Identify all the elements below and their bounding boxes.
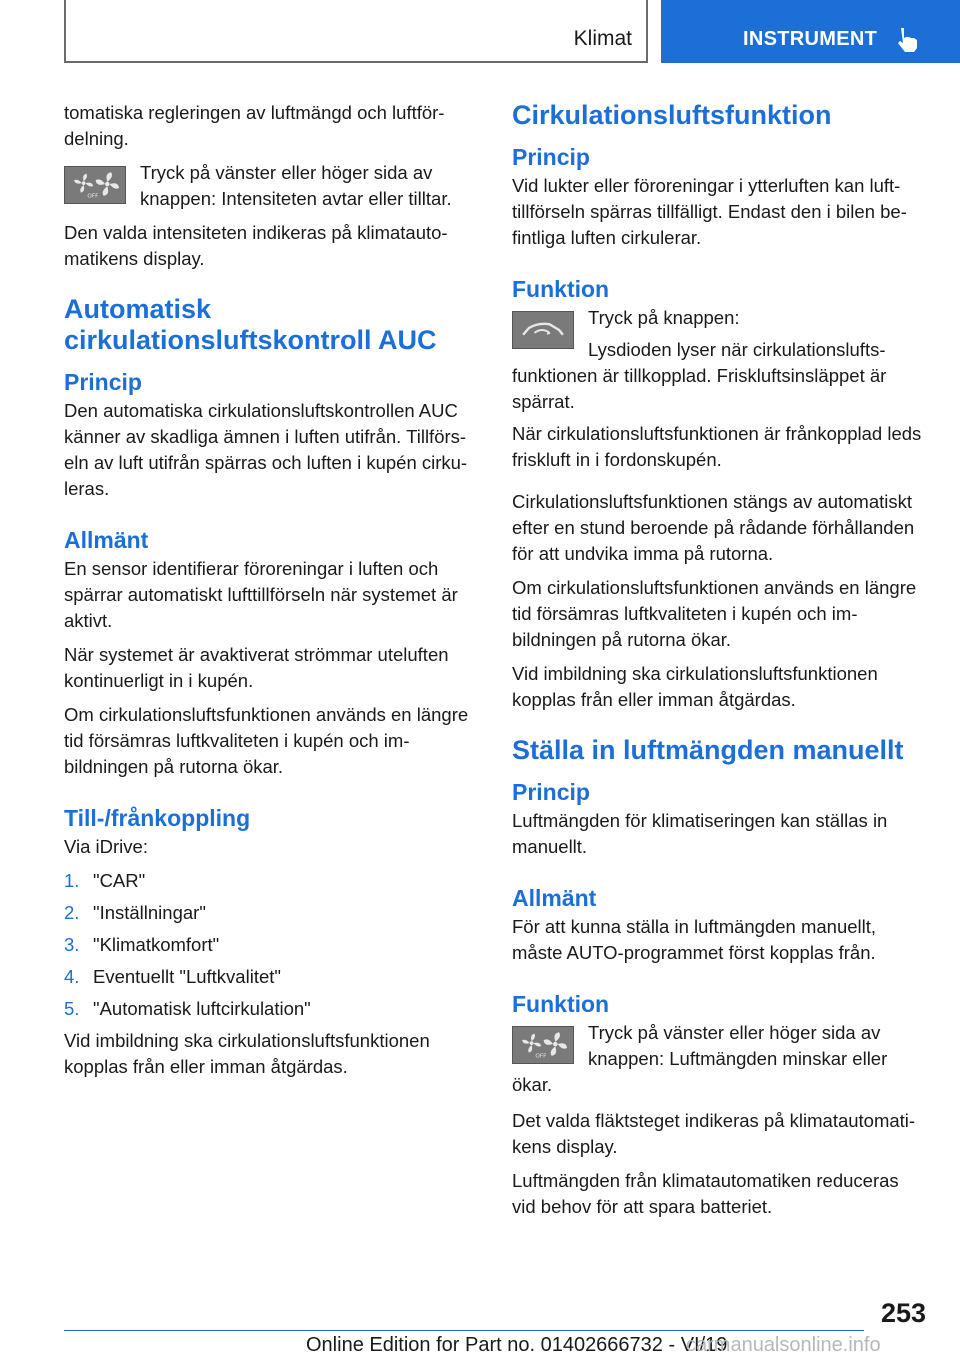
- heading-allmant: Allmänt: [64, 527, 149, 553]
- paragraph: Den valda intensiteten indikeras på klimatauto-matikens display.: [64, 222, 448, 269]
- header-tab-instrument[interactable]: [661, 0, 960, 63]
- paragraph: Om cirkulationsluftsfunktionen används en längre tid försämras luftkvaliteten i kupén och im-bildningen på rutorna ökar.: [512, 577, 917, 650]
- paragraph: Luftmängden från klimatautomatiken reduceras vid behov för att spara batteriet.: [512, 1170, 899, 1217]
- paragraph: Luftmängden för klimatiseringen kan ställas in manuellt.: [512, 810, 888, 857]
- paragraph: Via iDrive:: [64, 836, 148, 857]
- svg-text:OFF: OFF: [535, 1053, 547, 1060]
- icon-caption: Tryck på vänster eller höger sida av knappen: Luftmängden minskar eller ökar.: [512, 1022, 888, 1095]
- fan-button-icon: [512, 1026, 574, 1064]
- svg-text:OFF: OFF: [87, 193, 99, 200]
- heading-funktion: Funktion: [512, 991, 610, 1017]
- heading-princip: Princip: [64, 369, 142, 395]
- fan-button-row: [512, 1020, 926, 1098]
- paragraph: En sensor identifierar föroreningar i luften och spärrar automatiskt lufttillförseln när systemet är aktivt.: [64, 558, 458, 631]
- right-column: [512, 100, 926, 1228]
- section-title: Klimat: [573, 27, 632, 50]
- paragraph: Vid imbildning ska cirkulationsluftsfunktionen kopplas från eller imman åtgärdas.: [64, 1030, 430, 1077]
- fan-button-icon: [64, 166, 126, 204]
- icon-caption: Lysdioden lyser när cirkulationslufts-funktionen är tillkopplad. Friskluftsinsläppet är spärrat.: [512, 339, 887, 412]
- paragraph: Om cirkulationsluftsfunktionen används en längre tid försämras luftkvaliteten i kupén och im-bildningen på rutorna ökar.: [64, 704, 469, 777]
- pointing-hand-icon: [897, 26, 919, 52]
- heading-princip: Princip: [512, 144, 590, 170]
- list-item: 2. "Inställningar": [64, 902, 206, 923]
- heading-funktion: Funktion: [512, 276, 610, 302]
- paragraph: Cirkulationsluftsfunktionen stängs av automatiskt efter en stund beroende på rådande förhållanden för att undvika imma på rutorna.: [512, 491, 915, 564]
- paragraph: Den automatiska cirkulationsluftskontrollen AUC känner av skadliga ämnen i luften utifrån. Tillförs-eln av luft utifrån spärras och luften i kupén cirku-leras.: [64, 400, 468, 499]
- icon-caption: Tryck på knappen:: [588, 307, 740, 328]
- paragraph: När cirkulationsluftsfunktionen är frånkopplad leds friskluft in i fordonskupén.: [512, 423, 922, 470]
- footer-divider: [64, 1330, 864, 1331]
- fan-button-row: [64, 160, 478, 212]
- paragraph: tomatiska regleringen av luftmängd och luftför-delning.: [64, 102, 445, 149]
- list-item: 5. "Automatisk luftcirkulation": [64, 998, 311, 1019]
- heading-auc: Automatisk cirkulationsluftskontroll AUC: [64, 294, 437, 355]
- heading-allmant: Allmänt: [512, 885, 597, 911]
- edition-text: Online Edition for Part no. 01402666732 - VI/19: [306, 1334, 728, 1356]
- left-column: [64, 100, 478, 1088]
- paragraph: När systemet är avaktiverat strömmar uteluften kontinuerligt in i kupén.: [64, 644, 449, 691]
- paragraph: Vid imbildning ska cirkulationsluftsfunktionen kopplas från eller imman åtgärdas.: [512, 663, 878, 710]
- list-item: 4. Eventuellt "Luftkvalitet": [64, 966, 281, 987]
- header-section-box: [64, 0, 648, 63]
- tab-label: INSTRUMENT: [743, 28, 878, 50]
- watermark: carmanualsonline.info: [686, 1334, 881, 1356]
- icon-caption: Tryck på vänster eller höger sida av knappen: Intensiteten avtar eller tilltar.: [140, 162, 452, 209]
- heading-cirkulationsluftsfunktion: Cirkulationsluftsfunktion: [512, 100, 832, 130]
- heading-till-frankoppling: Till-/frånkoppling: [64, 805, 251, 831]
- page-number: 253: [880, 1298, 926, 1328]
- heading-princip: Princip: [512, 779, 590, 805]
- list-item: 1. "CAR": [64, 870, 146, 891]
- paragraph: Det valda fläktsteget indikeras på klimatautomati-kens display.: [512, 1110, 916, 1157]
- steps-list: [64, 868, 478, 1022]
- paragraph: Vid lukter eller föroreningar i ytterluften kan luft-tillförseln spärras tillfälligt. Endast den i bilen be-fintliga luften cirkulerar.: [512, 175, 907, 248]
- heading-stalla-in: Ställa in luftmängden manuellt: [512, 735, 904, 765]
- recirculation-button-row: [512, 305, 926, 415]
- list-item: 3. "Klimatkomfort": [64, 934, 220, 955]
- recirculation-button-icon: [512, 311, 574, 349]
- paragraph: För att kunna ställa in luftmängden manuellt, måste AUTO-programmet först kopplas från.: [512, 916, 877, 963]
